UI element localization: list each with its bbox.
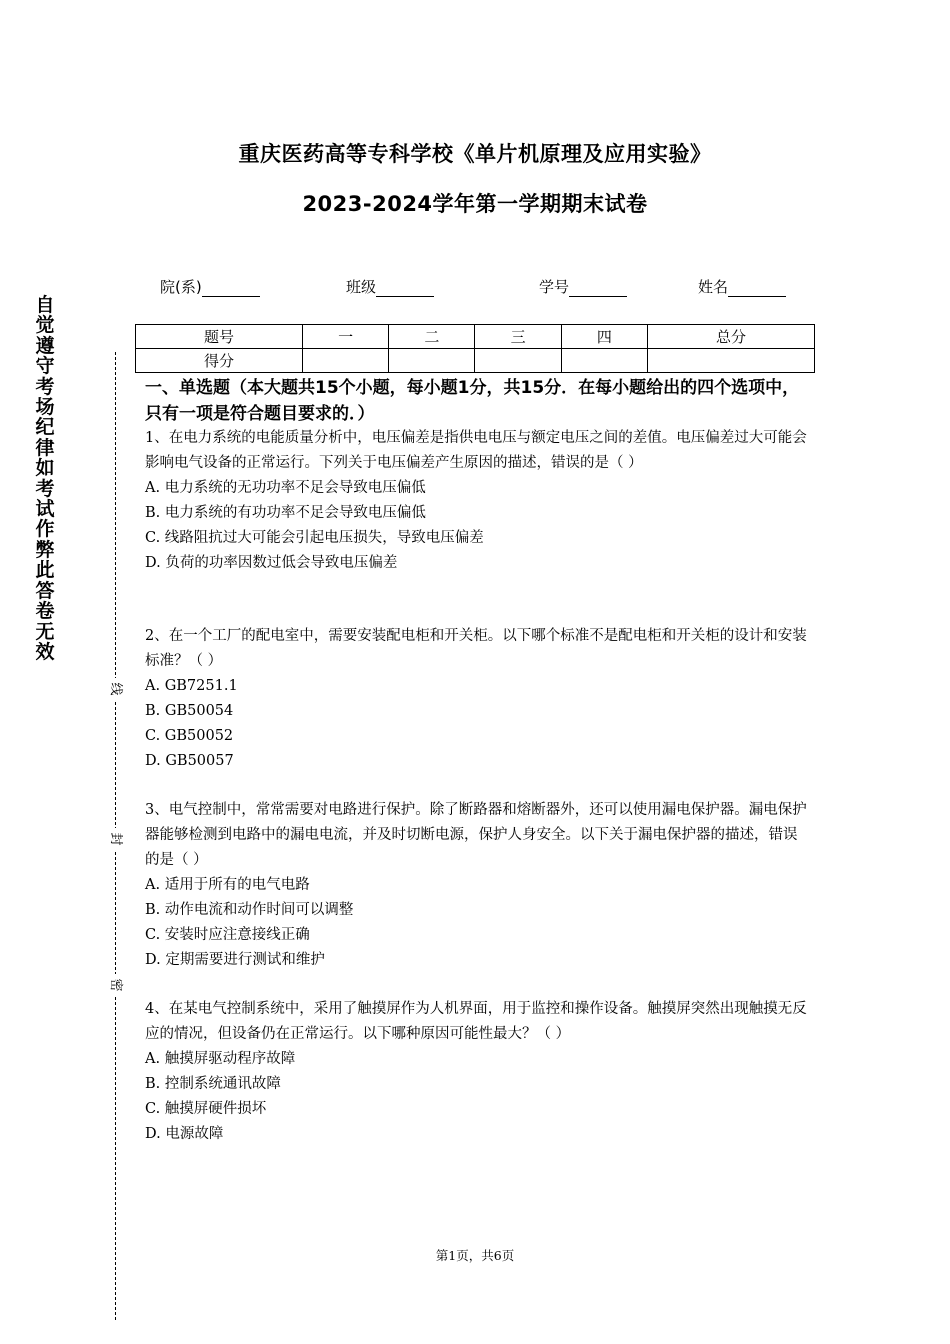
name-blank bbox=[728, 280, 786, 297]
page-footer: 第1页，共6页 bbox=[435, 1248, 515, 1263]
student-id-label: 学号 bbox=[539, 278, 570, 296]
option-c: C. GB50052 bbox=[145, 728, 234, 744]
score-cell bbox=[389, 349, 475, 373]
class-field bbox=[346, 276, 434, 297]
score-table bbox=[135, 324, 815, 373]
option-c: C. 安装时应注意接线正确 bbox=[145, 927, 310, 943]
option-a: A. GB7251.1 bbox=[145, 678, 238, 694]
score-header-cell: 题号 bbox=[136, 325, 303, 349]
question-4 bbox=[145, 997, 810, 1147]
option-d: D. 负荷的功率因数过低会导致电压偏差 bbox=[145, 555, 398, 571]
score-cell bbox=[647, 349, 814, 373]
score-header-cell: 一 bbox=[303, 325, 389, 349]
option-b: B. GB50054 bbox=[145, 703, 234, 719]
name-label: 姓名 bbox=[698, 278, 729, 296]
question-stem: 1、在电力系统的电能质量分析中，电压偏差是指供电电压与额定电压之间的差值。电压偏差过大可能会影响电气设备的正常运行。下列关于电压偏差产生原因的描述，错误的是（ ） bbox=[145, 430, 807, 471]
score-cell bbox=[561, 349, 647, 373]
binding-mark-seal: 封 bbox=[104, 828, 126, 850]
question-stem: 3、电气控制中，常常需要对电路进行保护。除了断路器和熔断器外，还可以使用漏电保护器。漏电保护器能够检测到电路中的漏电电流，并及时切断电源，保护人身安全。以下关于漏电保护器的描述，错误的是（ ） bbox=[145, 802, 807, 868]
student-id-field bbox=[539, 276, 627, 297]
option-a: A. 电力系统的无功功率不足会导致电压偏低 bbox=[145, 480, 426, 496]
exam-title: 重庆医药高等专科学校《单片机原理及应用实验》 bbox=[238, 142, 712, 166]
score-header-cell: 二 bbox=[389, 325, 475, 349]
department-field bbox=[160, 276, 260, 297]
score-header-cell: 四 bbox=[561, 325, 647, 349]
score-header-cell: 总分 bbox=[647, 325, 814, 349]
question-2 bbox=[145, 624, 810, 774]
score-row-label: 得分 bbox=[136, 349, 303, 373]
option-d: D. 电源故障 bbox=[145, 1126, 224, 1142]
class-label: 班级 bbox=[346, 278, 377, 296]
exam-discipline-notice: 自觉遵守考场纪律如考试作弊此答卷无效 bbox=[35, 294, 55, 663]
option-a: A. 触摸屏驱动程序故障 bbox=[145, 1051, 296, 1067]
department-blank bbox=[202, 280, 260, 297]
score-table-header-row bbox=[136, 325, 815, 349]
question-stem: 4、在某电气控制系统中，采用了触摸屏作为人机界面，用于监控和操作设备。触摸屏突然出现触摸无反应的情况，但设备仍在正常运行。以下哪种原因可能性最大？（ ） bbox=[145, 1001, 807, 1042]
binding-mark-secret: 密 bbox=[104, 974, 126, 996]
score-cell bbox=[475, 349, 561, 373]
option-c: C. 触摸屏硬件损坏 bbox=[145, 1101, 267, 1117]
question-stem: 2、在一个工厂的配电室中，需要安装配电柜和开关柜。以下哪个标准不是配电柜和开关柜的设计和安装标准？（ ） bbox=[145, 628, 807, 669]
student-id-blank bbox=[569, 280, 627, 297]
option-d: D. GB50057 bbox=[145, 753, 234, 769]
option-b: B. 电力系统的有功功率不足会导致电压偏低 bbox=[145, 505, 426, 521]
option-c: C. 线路阻抗过大可能会引起电压损失，导致电压偏差 bbox=[145, 530, 484, 546]
exam-subtitle: 2023-2024学年第一学期期末试卷 bbox=[302, 192, 648, 216]
question-1 bbox=[145, 426, 810, 576]
section-heading: 一、单选题（本大题共15个小题，每小题1分，共15分．在每小题给出的四个选项中，只有一项是符合题目要求的．） bbox=[145, 378, 800, 424]
option-a: A. 适用于所有的电气电路 bbox=[145, 877, 310, 893]
department-label: 院(系) bbox=[160, 278, 202, 296]
option-d: D. 定期需要进行测试和维护 bbox=[145, 952, 325, 968]
score-cell bbox=[303, 349, 389, 373]
student-info-row bbox=[160, 276, 800, 300]
name-field bbox=[698, 276, 786, 297]
class-blank bbox=[376, 280, 434, 297]
option-b: B. 动作电流和动作时间可以调整 bbox=[145, 902, 354, 918]
score-header-cell: 三 bbox=[475, 325, 561, 349]
binding-mark-line: 线 bbox=[104, 678, 126, 700]
option-b: B. 控制系统通讯故障 bbox=[145, 1076, 281, 1092]
question-3 bbox=[145, 798, 810, 973]
score-table-score-row bbox=[136, 349, 815, 373]
